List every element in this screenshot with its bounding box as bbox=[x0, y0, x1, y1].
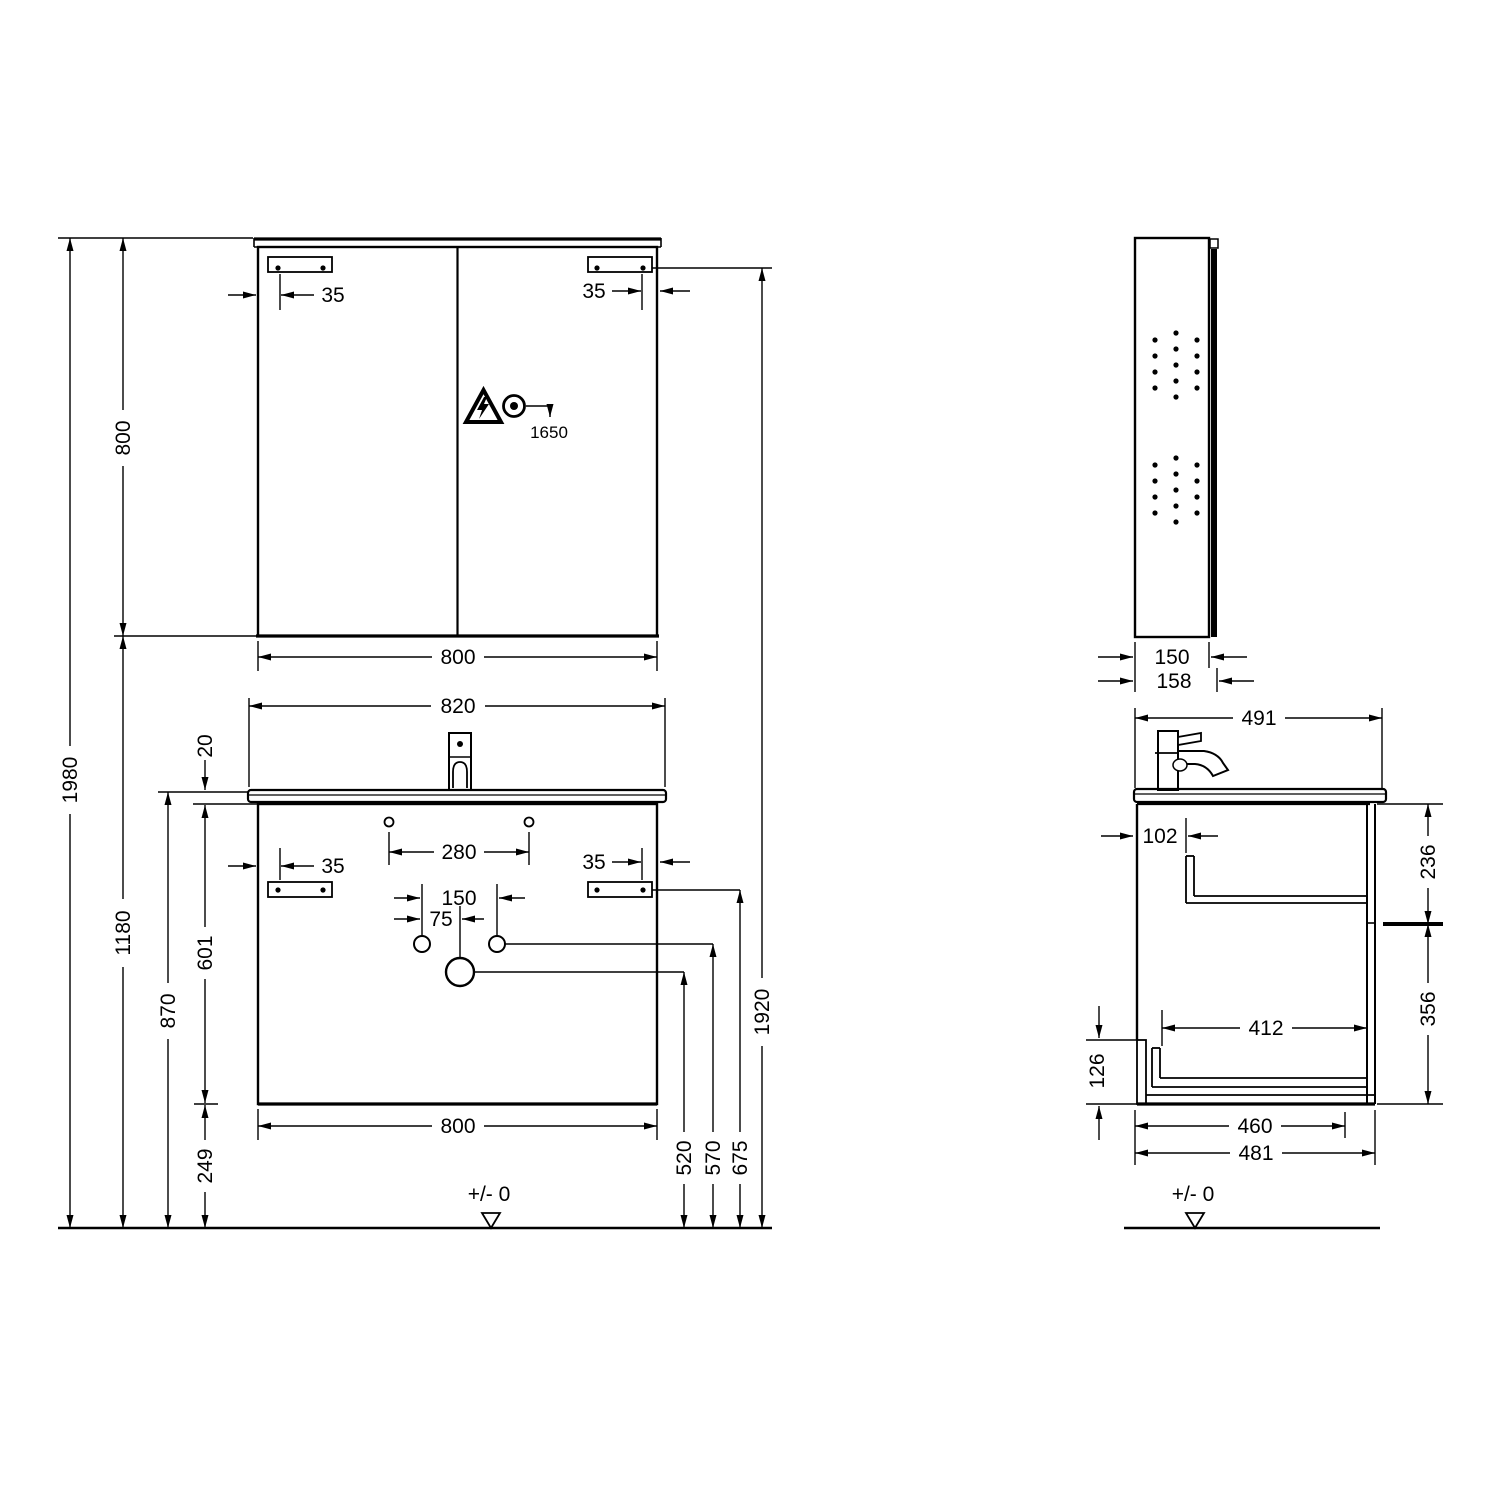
dim-drain-height-group bbox=[671, 1132, 697, 1184]
dim-below-mirror-group bbox=[110, 899, 136, 967]
depth-dimensions-bottom bbox=[1135, 1110, 1375, 1165]
mirror-width-dimension bbox=[258, 641, 657, 671]
faucet-front bbox=[449, 733, 471, 790]
basin-width-dimension bbox=[249, 694, 665, 787]
dim-bracket-left: 35 bbox=[321, 855, 345, 878]
dim-basin-width: 820 bbox=[440, 695, 476, 718]
dim-lower-section: 356 bbox=[1417, 991, 1440, 1027]
dim-below-mirror-height: 1180 bbox=[112, 910, 135, 956]
dim-total-height: 1980 bbox=[59, 756, 82, 804]
front-view bbox=[57, 238, 775, 1228]
front-panel-dimension bbox=[1086, 1006, 1137, 1140]
level-datum-triangle-side bbox=[1172, 1183, 1215, 1228]
rail-setback-dimension bbox=[1101, 818, 1218, 853]
dim-fixing-hole-spacing: 150 bbox=[441, 887, 477, 910]
dim-basin-thickness: 20 bbox=[194, 734, 217, 758]
dim-vanity-depth: 491 bbox=[1241, 707, 1277, 730]
fixing-hole bbox=[385, 818, 394, 827]
dim-basin-top-height: 870 bbox=[157, 993, 180, 1029]
screw-hole bbox=[594, 265, 599, 270]
dim-socket-height: 1650 bbox=[530, 423, 568, 442]
mirror-top-clip bbox=[1210, 239, 1218, 248]
dim-upper-section: 236 bbox=[1417, 844, 1440, 880]
dim-mirror-width: 800 bbox=[440, 646, 476, 669]
bracket-dim-right bbox=[582, 848, 690, 880]
vanity-unit-side bbox=[1086, 706, 1443, 1165]
faucet-side bbox=[1155, 731, 1228, 790]
dim-outlet-height-group bbox=[700, 1132, 726, 1184]
mirror-side-body bbox=[1135, 238, 1209, 637]
faucet-handle bbox=[1178, 733, 1201, 745]
power-outlet-icon bbox=[504, 396, 525, 417]
dim-cabinet-floor-gap: 249 bbox=[194, 1148, 217, 1184]
drain-offset-dimension bbox=[394, 906, 484, 957]
dim-cabinet-depth: 460 bbox=[1237, 1115, 1273, 1138]
drain-hole bbox=[446, 958, 474, 986]
dim-floor-gap-group bbox=[192, 1140, 218, 1192]
dim-total-height-group bbox=[57, 746, 83, 814]
level-datum-triangle bbox=[468, 1183, 511, 1228]
shelf-pin-holes-upper bbox=[1152, 330, 1199, 399]
dim-cabinet-height: 601 bbox=[194, 935, 217, 971]
dim-mirror-height: 800 bbox=[112, 420, 135, 456]
screw-hole bbox=[320, 265, 325, 270]
dim-mirror-depth: 150 bbox=[1154, 646, 1190, 669]
socket-height-dimension bbox=[526, 406, 568, 442]
cabinet-side-body bbox=[1137, 804, 1375, 1104]
side-views bbox=[1086, 238, 1443, 1228]
right-dimension-chains bbox=[671, 268, 775, 1228]
dim-basin-top-height-group bbox=[155, 983, 181, 1039]
vanity-unit-front bbox=[228, 694, 740, 1140]
electrical-hazard-triangle-icon bbox=[466, 390, 501, 422]
dim-rail-length: 412 bbox=[1248, 1017, 1284, 1040]
dim-basin-thickness-group bbox=[194, 734, 217, 757]
fixing-hole bbox=[525, 818, 534, 827]
rail-length-dimension bbox=[1162, 1010, 1367, 1046]
dim-cabinet-width: 800 bbox=[440, 1115, 476, 1138]
mirror-cabinet-side bbox=[1098, 238, 1254, 693]
dim-mirror-height-group bbox=[110, 410, 136, 466]
mirror-cabinet-front bbox=[228, 238, 772, 671]
dim-bracket-height-group bbox=[727, 1132, 753, 1184]
tap-hole-dimension bbox=[389, 832, 529, 865]
outlet-hole bbox=[489, 936, 505, 952]
basin-front bbox=[248, 790, 666, 802]
screw-hole bbox=[640, 265, 645, 270]
dim-hinge-height: 1920 bbox=[751, 988, 774, 1036]
cabinet-width-dimension bbox=[258, 1109, 657, 1140]
bracket-dim-left bbox=[228, 848, 345, 880]
shelf-pin-holes-lower bbox=[1152, 455, 1199, 524]
datum-label-left: +/- 0 bbox=[467, 1183, 511, 1206]
bottom-front-panel bbox=[1137, 1040, 1146, 1104]
dim-cabinet-height-group bbox=[192, 927, 218, 979]
dim-total-depth: 481 bbox=[1238, 1142, 1274, 1165]
dim-mirror-hinge-left: 35 bbox=[321, 284, 345, 307]
dim-mirror-hinge-right: 35 bbox=[582, 280, 606, 303]
side-right-dimensions bbox=[1377, 804, 1443, 1104]
left-dimension-chains bbox=[57, 238, 258, 1228]
mirror-hinge-dim-left bbox=[228, 274, 345, 310]
dim-outlet-height: 570 bbox=[702, 1140, 725, 1176]
mirror-hinge-dim-right bbox=[582, 274, 690, 310]
mirror-glass bbox=[1211, 249, 1217, 637]
dim-hinge-height-group bbox=[749, 978, 775, 1046]
dim-bracket-height: 675 bbox=[729, 1140, 752, 1176]
outlet-hole bbox=[414, 936, 430, 952]
mirror-depth-dimensions bbox=[1098, 642, 1254, 693]
dim-front-panel-height: 126 bbox=[1086, 1053, 1109, 1089]
dim-drain-height: 520 bbox=[673, 1140, 696, 1176]
dim-bracket-right: 35 bbox=[582, 851, 606, 874]
dim-tap-hole-spacing: 280 bbox=[441, 841, 477, 864]
dim-rail-setback: 102 bbox=[1142, 825, 1178, 848]
screw-hole bbox=[275, 265, 280, 270]
datum-label-right: +/- 0 bbox=[1171, 1183, 1215, 1206]
dim-mirror-total-depth: 158 bbox=[1156, 670, 1192, 693]
vanity-depth-dimension bbox=[1135, 706, 1382, 788]
dim-drain-offset: 75 bbox=[429, 908, 453, 931]
